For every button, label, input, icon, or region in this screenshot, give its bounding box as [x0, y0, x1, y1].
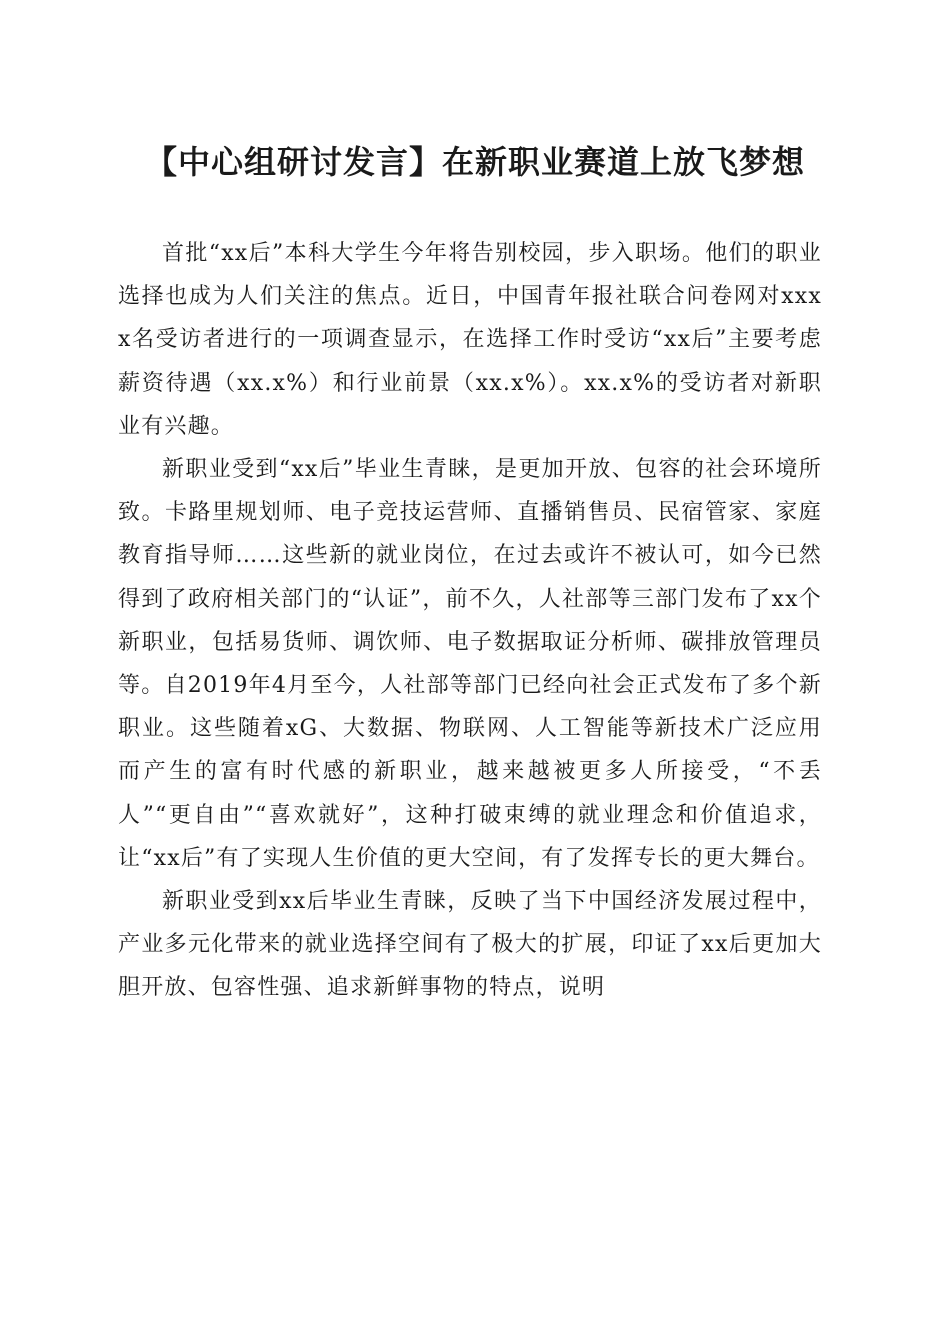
paragraph-1: 首批“xx后”本科大学生今年将告别校园，步入职场。他们的职业选择也成为人们关注的焦点。近日，中国青年报社联合问卷网对xxxx名受访者进行的一项调查显示，在选择工作时受访“xx后”主要考虑薪资待遇（xx.x%）和行业前景（xx.x%）。xx.x%的受访者对新职业有兴趣。: [118, 241, 822, 439]
document-body: [118, 232, 822, 1010]
paragraph-2: 新职业受到“xx后”毕业生青睐，是更加开放、包容的社会环境所致。卡路里规划师、电子竞技运营师、直播销售员、民宿管家、家庭教育指导师……这些新的就业岗位，在过去或许不被认可，如今已然得到了政府相关部门的“认证”，前不久，人社部等三部门发布了xx个新职业，包括易货师、调饮师、电子数据取证分析师、碳排放管理员等。自2019年4月至今，人社部等部门已经向社会正式发布了多个新职业。这些随着xG、大数据、物联网、人工智能等新技术广泛应用而产生的富有时代感的新职业，越来越被更多人所接受，“不丢人”“更自由”“喜欢就好”，这种打破束缚的就业理念和价值追求，让“xx后”有了实现人生价值的更大空间，有了发挥专长的更大舞台。: [118, 457, 822, 871]
document-title: 【中心组研讨发言】在新职业赛道上放飞梦想: [144, 143, 805, 181]
paragraph-3: 新职业受到xx后毕业生青睐，反映了当下中国经济发展过程中，产业多元化带来的就业选择空间有了极大的扩展，印证了xx后更加大胆开放、包容性强、追求新鲜事物的特点，说明: [118, 889, 822, 1001]
